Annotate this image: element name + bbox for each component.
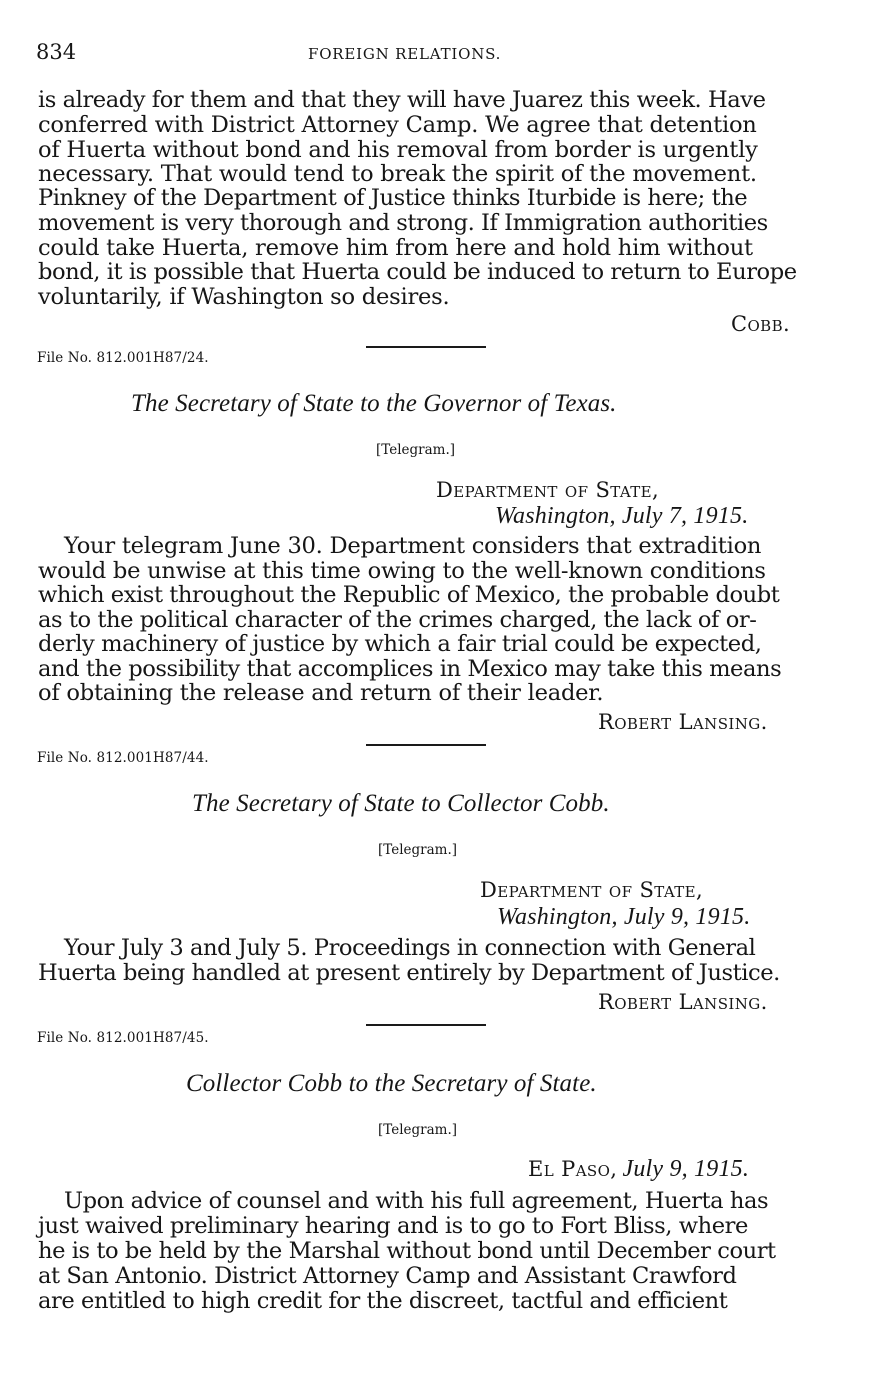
paragraph-line: voluntarily, if Washington so desires.: [38, 284, 450, 310]
dateline: [528, 1156, 749, 1183]
paragraph-line: as to the political character of the crimes charged, the lack of or-: [38, 607, 757, 633]
paragraph-line: Your July 3 and July 5. Proceedings in connection with General: [64, 935, 756, 961]
signature: Cobb.: [731, 312, 791, 336]
separator-rule: [366, 346, 486, 348]
paragraph-line: of Huerta without bond and his removal from border is urgently: [38, 137, 758, 163]
paragraph-line: necessary. That would tend to break the spirit of the movement.: [38, 161, 757, 187]
separator-rule: [366, 744, 486, 746]
file-number: File No. 812.001H87/44.: [37, 750, 209, 766]
paragraph-line: which exist throughout the Republic of Mexico, the probable doubt: [38, 582, 780, 608]
document-title: The Secretary of State to Collector Cobb.: [192, 790, 610, 817]
paragraph-line: Your telegram June 30. Department considers that extradition: [64, 533, 762, 559]
paragraph-line: are entitled to high credit for the discreet, tactful and efficient: [38, 1288, 728, 1314]
paragraph-line: Pinkney of the Department of Justice thinks Iturbide is here; the: [38, 185, 748, 211]
paragraph-line: is already for them and that they will have Juarez this week. Have: [38, 87, 766, 113]
signature: Robert Lansing.: [598, 990, 768, 1014]
separator-rule: [366, 1024, 486, 1026]
sender-place: Department of State,: [436, 478, 660, 502]
paragraph-line: Huerta being handled at present entirely by Department of Justice.: [38, 960, 780, 986]
running-title: FOREIGN RELATIONS.: [308, 45, 502, 63]
paragraph-line: conferred with District Attorney Camp. We agree that detention: [38, 112, 757, 138]
page-number: 834: [36, 40, 77, 64]
paragraph-line: at San Antonio. District Attorney Camp and Assistant Crawford: [38, 1263, 737, 1289]
telegram-label: [Telegram.]: [376, 442, 456, 458]
document-title: Collector Cobb to the Secretary of State.: [186, 1070, 597, 1097]
document-title: The Secretary of State to the Governor of Texas.: [131, 390, 617, 417]
telegram-label: [Telegram.]: [378, 842, 458, 858]
sender-place: Department of State,: [480, 878, 704, 902]
document-date: July 9, 1915.: [622, 1156, 750, 1182]
paragraph-line: could take Huerta, remove him from here and hold him without: [38, 235, 753, 261]
paragraph-line: derly machinery of justice by which a fair trial could be expected,: [38, 631, 762, 657]
sender-place: El Paso,: [528, 1157, 618, 1181]
paragraph-line: bond, it is possible that Huerta could be induced to return to Europe: [38, 259, 797, 285]
file-number: File No. 812.001H87/24.: [37, 350, 209, 366]
paragraph-line: of obtaining the release and return of their leader.: [38, 680, 604, 706]
document-date: Washington, July 9, 1915.: [497, 904, 751, 930]
signature: Robert Lansing.: [598, 710, 768, 734]
paragraph-line: movement is very thorough and strong. If Immigration authorities: [38, 210, 768, 236]
paragraph-line: Upon advice of counsel and with his full agreement, Huerta has: [64, 1188, 769, 1214]
telegram-label: [Telegram.]: [378, 1122, 458, 1138]
paragraph-line: would be unwise at this time owing to the well-known conditions: [38, 558, 766, 584]
paragraph-line: just waived preliminary hearing and is to go to Fort Bliss, where: [38, 1213, 748, 1239]
paragraph-line: he is to be held by the Marshal without bond until December court: [38, 1238, 776, 1264]
document-date: Washington, July 7, 1915.: [495, 503, 749, 529]
file-number: File No. 812.001H87/45.: [37, 1030, 209, 1046]
paragraph-line: and the possibility that accomplices in Mexico may take this means: [38, 656, 782, 682]
